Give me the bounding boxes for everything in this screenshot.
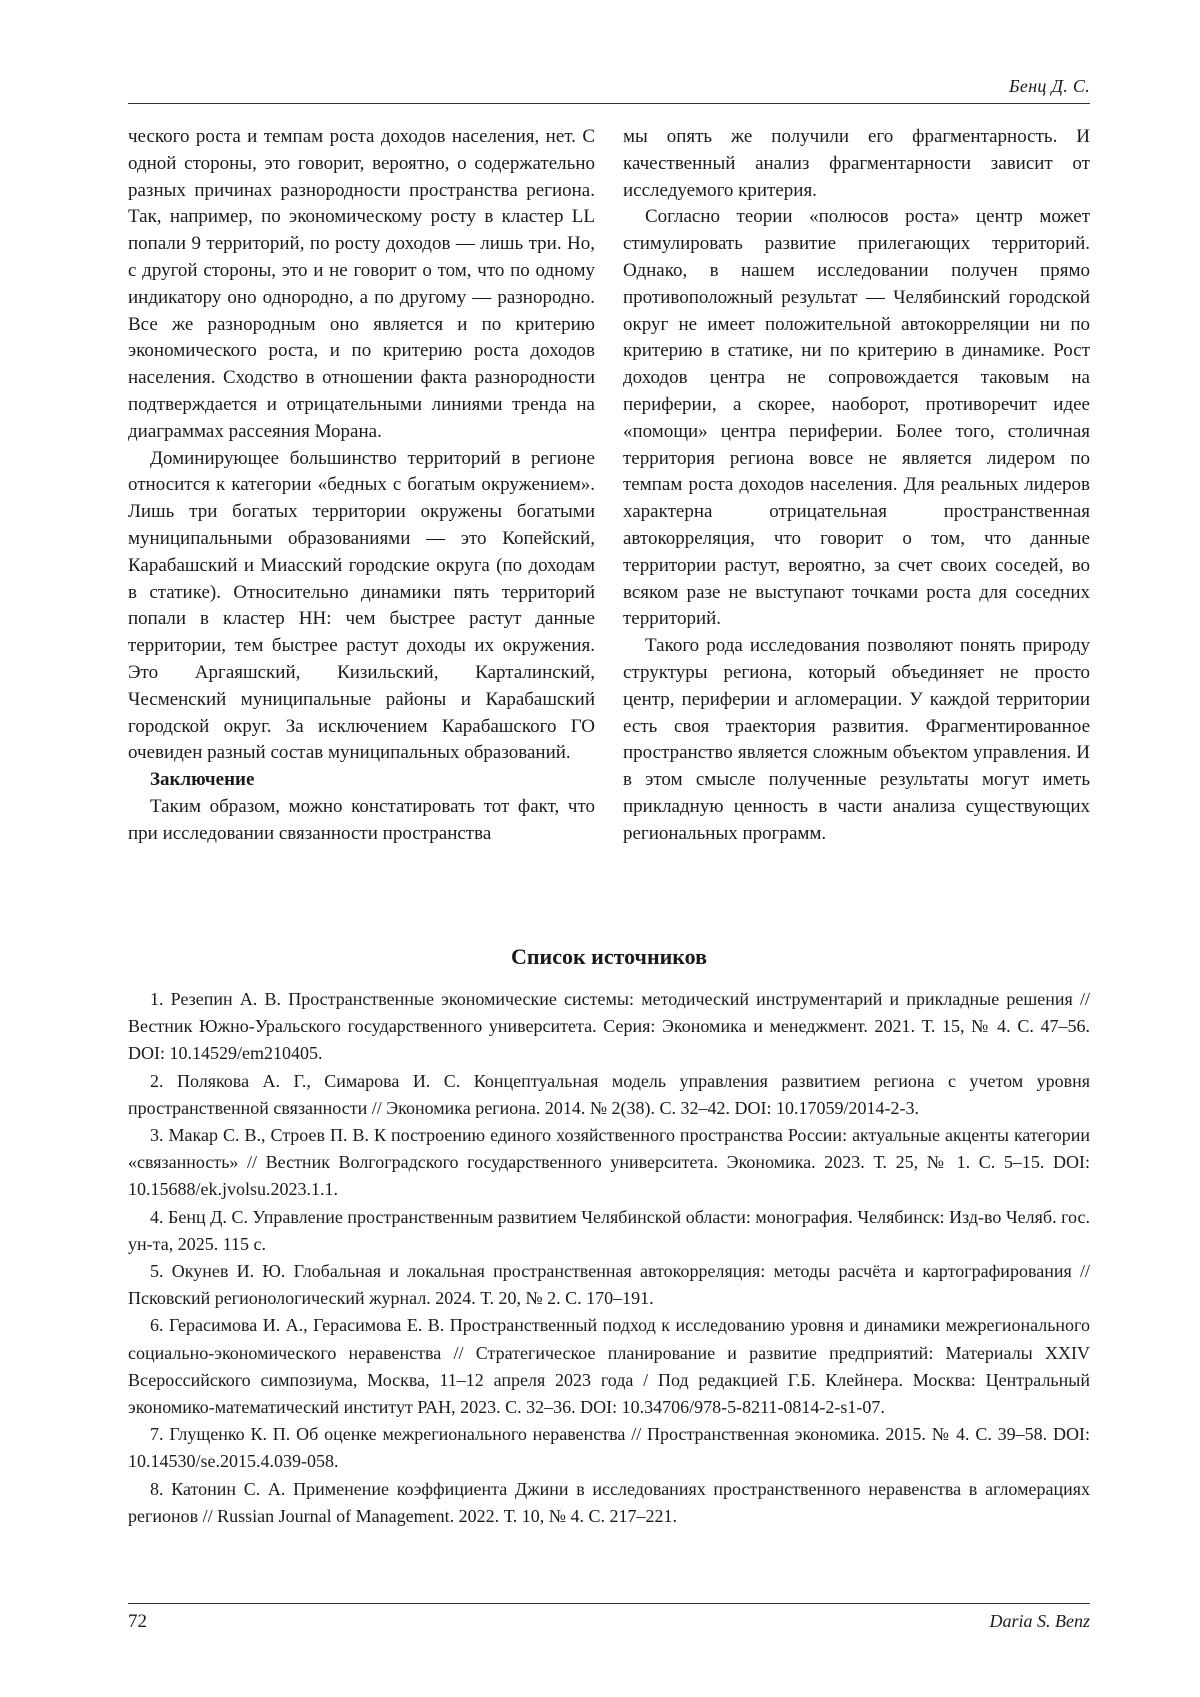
- left-column: [128, 124, 595, 848]
- reference-item: 7. Глущенко К. П. Об оценке межрегионального неравенства // Пространственная экономика. 2015. № 4. С. 39–58. DOI: 10.14530/se.2015.4.039-058.: [128, 1424, 1090, 1472]
- reference-item: 2. Полякова А. Г., Симарова И. С. Концептуальная модель управления развитием региона с учетом уровня пространственной связанности // Экономика региона. 2014. № 2(38). С. 32–42. DOI: 10.17059/2014-2-3.: [128, 1070, 1090, 1118]
- reference-item: 4. Бенц Д. С. Управление пространственным развитием Челябинской области: монография. Челябинск: Изд-во Челяб. гос. ун-та, 2025. 115 с.: [128, 1206, 1090, 1254]
- reference-item: 6. Герасимова И. А., Герасимова Е. В. Пространственный подход к исследованию уровня и динамики межрегионального социально-экономического неравенства // Стратегическое планирование и развитие предприятий: Материалы XXIV Всероссийского симпозиума, Москва, 11–12 апреля 2023 года / Под редакцией Г.Б. Клейнера. Москва: Центральный экономико-математический институт РАН, 2023. С. 32–36. DOI: 10.34706/978-5-8211-0814-2-s1-07.: [128, 1315, 1090, 1418]
- references-list: [128, 986, 1090, 1530]
- header-divider: [128, 103, 1090, 104]
- reference-item: 1. Резепин А. В. Пространственные экономические системы: методический инструментарий и прикладные решения // Вестник Южно-Уральского государственного университета. Серия: Экономика и менеджмент. 2021. Т. 15, № 4. С. 47–56. DOI: 10.14529/em210405.: [128, 989, 1090, 1064]
- two-column-body: [128, 124, 1090, 848]
- reference-item: 8. Катонин С. А. Применение коэффициента Джини в исследованиях пространственного неравенства в агломерациях регионов // Russian Journal of Management. 2022. Т. 10, № 4. С. 217–221.: [128, 1478, 1090, 1526]
- body-paragraph: ческого роста и темпам роста доходов населения, нет. С одной стороны, это говорит, вероятно, о содержательно разных причинах разнородности пространства региона. Так, например, по экономическому росту в кластер LL попали 9 территорий, по росту доходов — лишь три. Но, с другой стороны, это и не говорит о том, что по одному индикатору оно однородно, а по другому — разнородно. Все же разнородным оно является и по критерию экономического роста, и по критерию роста доходов населения. Сходство в отношении факта разнородности подтверждается и отрицательными линиями тренда на диаграммах рассеяния Морана.: [128, 126, 595, 442]
- reference-item: 5. Окунев И. Ю. Глобальная и локальная пространственная автокорреляция: методы расчёта и картографирования // Псковский регионологический журнал. 2024. Т. 20, № 2. С. 170–191.: [128, 1261, 1090, 1309]
- page-number: 72: [128, 1611, 147, 1632]
- section-heading-conclusion: Заключение: [150, 769, 255, 791]
- footer-divider: [128, 1603, 1090, 1604]
- body-paragraph: Такого рода исследования позволяют понять природу структуры региона, который объединяет не просто центр, периферии и агломерации. У каждой территории есть своя траектория развития. Фрагментированное пространство является сложным объектом управления. И в этом смысле полученные результаты могут иметь прикладную ценность в части анализа существующих региональных программ.: [623, 635, 1090, 844]
- references-title: Список источников: [510, 944, 708, 969]
- running-footer-author: Daria S. Benz: [989, 1611, 1090, 1631]
- body-paragraph: мы опять же получили его фрагментарность. И качественный анализ фрагментарности зависит от исследуемого критерия.: [623, 126, 1090, 201]
- body-paragraph: Таким образом, можно констатировать тот факт, что при исследовании связанности пространства: [128, 795, 595, 844]
- reference-item: 3. Макар С. В., Строев П. В. К построению единого хозяйственного пространства России: актуальные акценты категории «связанность» // Вестник Волгоградского государственного университета. Экономика. 2023. Т. 25, № 1. С. 5–15. DOI: 10.15688/ek.jvolsu.2023.1.1.: [128, 1125, 1090, 1200]
- body-paragraph: Доминирующее большинство территорий в регионе относится к категории «бедных с богатым окружением». Лишь три богатых территории окружены богатыми муниципальными образованиями — это Копейский, Карабашский и Миасский городские округа (по доходам в статике). Относительно динамики пять территорий попали в кластер HH: чем быстрее растут данные территории, тем быстрее растут доходы их окружения. Это Аргаяшский, Кизильский, Карталинский, Чесменский муниципальные районы и Карабашский городской округ. За исключением Карабашского ГО очевиден разный состав муниципальных образований.: [128, 447, 595, 764]
- right-column: [623, 124, 1090, 848]
- running-header-author: Бенц Д. С.: [1009, 76, 1090, 96]
- body-paragraph: Согласно теории «полюсов роста» центр может стимулировать развитие прилегающих территорий. Однако, в нашем исследовании получен прямо противоположный результат — Челябинский городской округ не имеет положительной автокорреляции ни по критерию в статике, ни по критерию в динамике. Рост доходов центра не сопровождается таковым на периферии, а скорее, наоборот, противоречит идее «помощи» центра периферии. Более того, столичная территория региона вовсе не является лидером по темпам роста доходов населения. Для реальных лидеров характерна отрицательная пространственная автокорреляция, что говорит о том, что данные территории растут, вероятно, за счет своих соседей, во всяком разе не выступают точками роста для соседних территорий.: [623, 206, 1090, 630]
